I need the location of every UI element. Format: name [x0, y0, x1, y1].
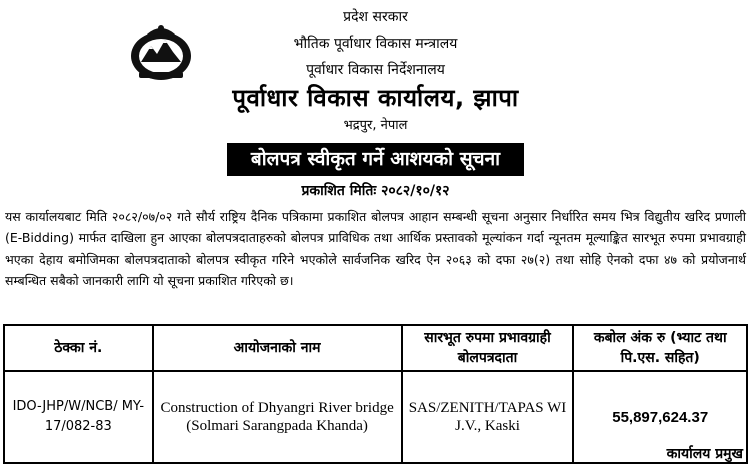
office-chief-signoff: कार्यालय प्रमुख: [666, 446, 743, 462]
award-table: [3, 324, 748, 464]
table-row: [4, 371, 747, 463]
notice-title-banner: बोलपत्र स्वीकृत गर्ने आशयको सूचना: [227, 143, 524, 176]
header-ministry: भौतिक पूर्वाधार विकास मन्त्रालय: [293, 36, 458, 52]
notice-body: यस कार्यालयबाट मिति २०८२/०७/०२ गते सौर्य राष्ट्रिय दैनिक पत्रिकामा प्रकाशित बोलपत्र आहान सम्बन्धी सूचना अनुसार निर्धारित समय भित्र विद्युतीय खरिद प्रणाली (E-Bidding) मार्फत दाखिला हुन आएका बोलपत्रदाताहरुको बोलपत्र प्राविधिक तथा आर्थिक प्रस्तावको मूल्यांकन गर्दा न्यूनतम मूल्याङ्कित सारभूत रुपमा प्रभावग्राही भएका देहाय बमोजिमका बोलपत्रदाताको बोलपत्र स्वीकृत गरिने भएकोले सार्वजनिक खरिद ऐन २०६३ को दफा २७(२) तथा सोहि ऐनको दफा ४७ को प्रयोजनार्थ सम्बन्धित सबैको जानकारी लागि यो सूचना प्रकाशित गरिएको छ।: [5, 209, 746, 288]
bid-amount-cell: 55,897,624.37: [573, 371, 747, 463]
col-header-bidder: सारभूत रुपमा प्रभावग्राही बोलपत्रदाता: [402, 325, 574, 371]
office-location: भद्रपुर, नेपाल: [343, 118, 408, 133]
office-title: पूर्वाधार विकास कार्यालय, झापा: [232, 84, 519, 112]
project-name-cell: Construction of Dhyangri River bridge (Solmari Sarangpada Khanda): [153, 371, 402, 463]
col-header-amount: कबोल अंक रु (भ्याट तथा पि.एस. सहित): [573, 325, 747, 371]
published-date: प्रकाशित मितिः २०८२/१०/१२: [301, 183, 450, 199]
col-header-contract-no: ठेक्का नं.: [4, 325, 153, 371]
bidder-cell: SAS/ZENITH/TAPAS WI J.V., Kaski: [402, 371, 574, 463]
header-directorate: पूर्वाधार विकास निर्देशनालय: [306, 62, 445, 78]
contract-number-cell: IDO-JHP/W/NCB/ MY-17/082-83: [4, 371, 153, 463]
header-government-level: प्रदेश सरकार: [343, 9, 408, 25]
col-header-project-name: आयोजनाको नाम: [153, 325, 402, 371]
table-header-row: [4, 325, 747, 371]
